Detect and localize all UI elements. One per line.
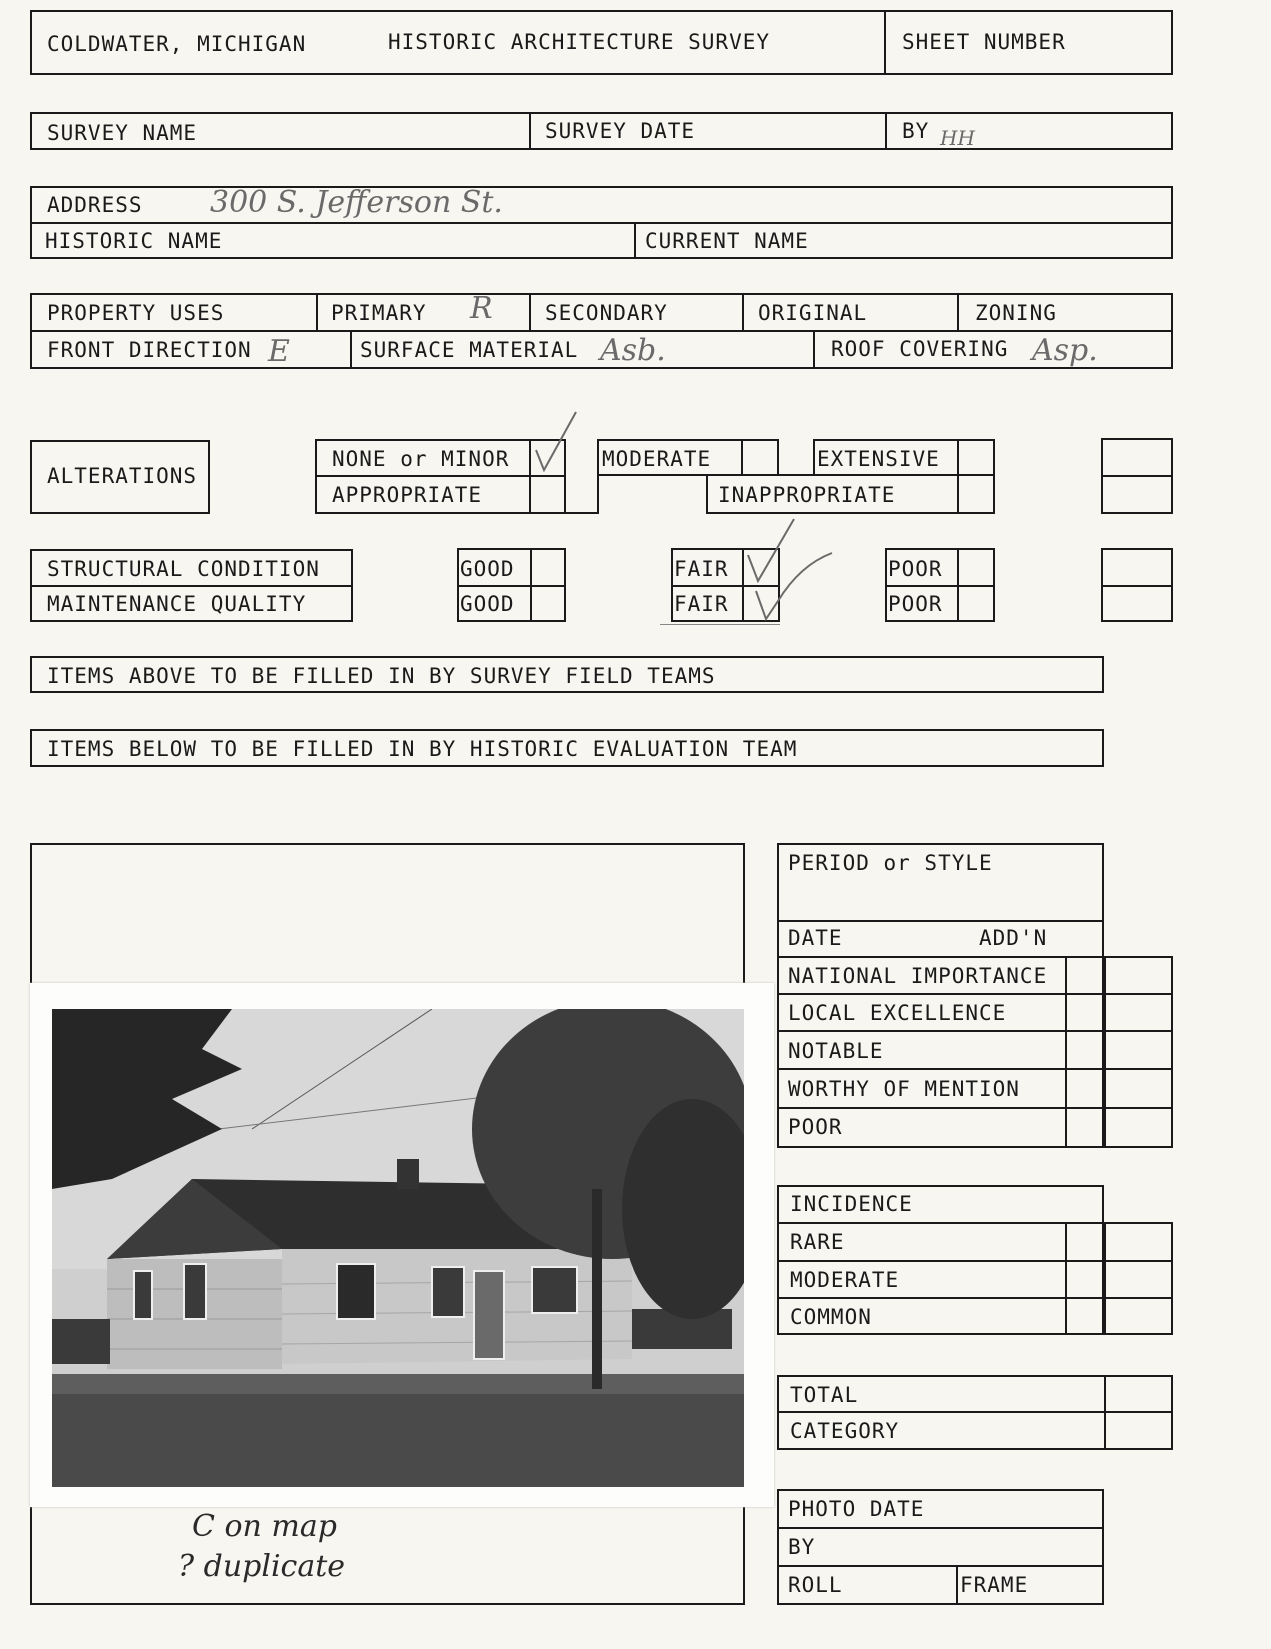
- date-label: DATE: [788, 926, 843, 950]
- evaluation-box: [777, 843, 1104, 1148]
- incidence-label: INCIDENCE: [790, 1192, 913, 1216]
- survey-by-value: HH: [940, 126, 975, 150]
- address-value: 300 S. Jefferson St.: [210, 185, 503, 220]
- structural-condition-label: STRUCTURAL CONDITION: [47, 557, 320, 581]
- field-team-note: ITEMS ABOVE TO BE FILLED IN BY SURVEY FIELD TEAMS: [47, 664, 716, 688]
- handwritten-note-line1: C on map: [192, 1509, 337, 1544]
- period-style-label: PERIOD or STYLE: [788, 851, 993, 875]
- surface-material-value: Asb.: [600, 333, 666, 368]
- surface-material-label: SURFACE MATERIAL: [360, 338, 579, 362]
- worthy-of-mention-label: WORTHY OF MENTION: [788, 1077, 1020, 1101]
- rare-label: RARE: [790, 1230, 845, 1254]
- roll-label: ROLL: [788, 1573, 843, 1597]
- alt-moderate-label: MODERATE: [602, 447, 712, 471]
- local-excellence-label: LOCAL EXCELLENCE: [788, 1001, 1007, 1025]
- incidence-moderate-label: MODERATE: [790, 1268, 900, 1292]
- historic-name-label: HISTORIC NAME: [45, 229, 223, 253]
- form-title: HISTORIC ARCHITECTURE SURVEY: [388, 30, 771, 54]
- property-uses-label: PROPERTY USES: [47, 301, 225, 325]
- incidence-score-column: [1065, 1222, 1173, 1335]
- national-importance-label: NATIONAL IMPORTANCE: [788, 964, 1048, 988]
- check-mark-icon: [530, 408, 590, 478]
- evaluation-team-note: ITEMS BELOW TO BE FILLED IN BY HISTORIC EVALUATION TEAM: [47, 737, 798, 761]
- maintenance-fair-label: FAIR: [674, 592, 729, 616]
- primary-value: R: [470, 291, 493, 326]
- maintenance-quality-label: MAINTENANCE QUALITY: [47, 592, 307, 616]
- eval-poor-label: POOR: [788, 1115, 843, 1139]
- zoning-label: ZONING: [975, 301, 1057, 325]
- primary-label: PRIMARY: [331, 301, 427, 325]
- total-label: TOTAL: [790, 1383, 859, 1407]
- evaluation-score-column: [1065, 956, 1173, 1148]
- handwritten-note-line2: ? duplicate: [178, 1549, 346, 1584]
- front-direction-value: E: [268, 334, 290, 369]
- photo-of-house: [52, 1009, 744, 1487]
- frame-label: FRAME: [960, 1573, 1029, 1597]
- alterations-label: ALTERATIONS: [47, 464, 198, 488]
- city-label: COLDWATER, MICHIGAN: [47, 32, 307, 56]
- sheet-number-label: SHEET NUMBER: [902, 30, 1066, 54]
- notable-label: NOTABLE: [788, 1039, 884, 1063]
- category-label: CATEGORY: [790, 1419, 900, 1443]
- secondary-label: SECONDARY: [545, 301, 668, 325]
- structural-good-label: GOOD: [460, 557, 515, 581]
- alt-appropriate-label: APPROPRIATE: [332, 483, 483, 507]
- maintenance-poor-label: POOR: [888, 592, 943, 616]
- roof-covering-label: ROOF COVERING: [831, 337, 1009, 361]
- alt-inappropriate-label: INAPPROPRIATE: [718, 483, 896, 507]
- original-label: ORIGINAL: [758, 301, 868, 325]
- roof-covering-value: Asp.: [1032, 333, 1098, 368]
- address-label: ADDRESS: [47, 193, 143, 217]
- check-mark-icon: [740, 515, 840, 630]
- front-direction-label: FRONT DIRECTION: [47, 338, 252, 362]
- survey-date-label: SURVEY DATE: [545, 119, 696, 143]
- maintenance-good-label: GOOD: [460, 592, 515, 616]
- alt-none-minor-label: NONE or MINOR: [332, 447, 510, 471]
- house-photo-icon: [52, 1009, 744, 1487]
- structural-fair-label: FAIR: [674, 557, 729, 581]
- survey-name-label: SURVEY NAME: [47, 121, 198, 145]
- current-name-label: CURRENT NAME: [645, 229, 809, 253]
- photo-date-label: PHOTO DATE: [788, 1497, 925, 1521]
- addn-label: ADD'N: [979, 926, 1048, 950]
- structural-poor-label: POOR: [888, 557, 943, 581]
- survey-by-label: BY: [902, 119, 930, 143]
- alt-extensive-label: EXTENSIVE: [817, 447, 940, 471]
- common-label: COMMON: [790, 1305, 872, 1329]
- photo-by-label: BY: [788, 1535, 816, 1559]
